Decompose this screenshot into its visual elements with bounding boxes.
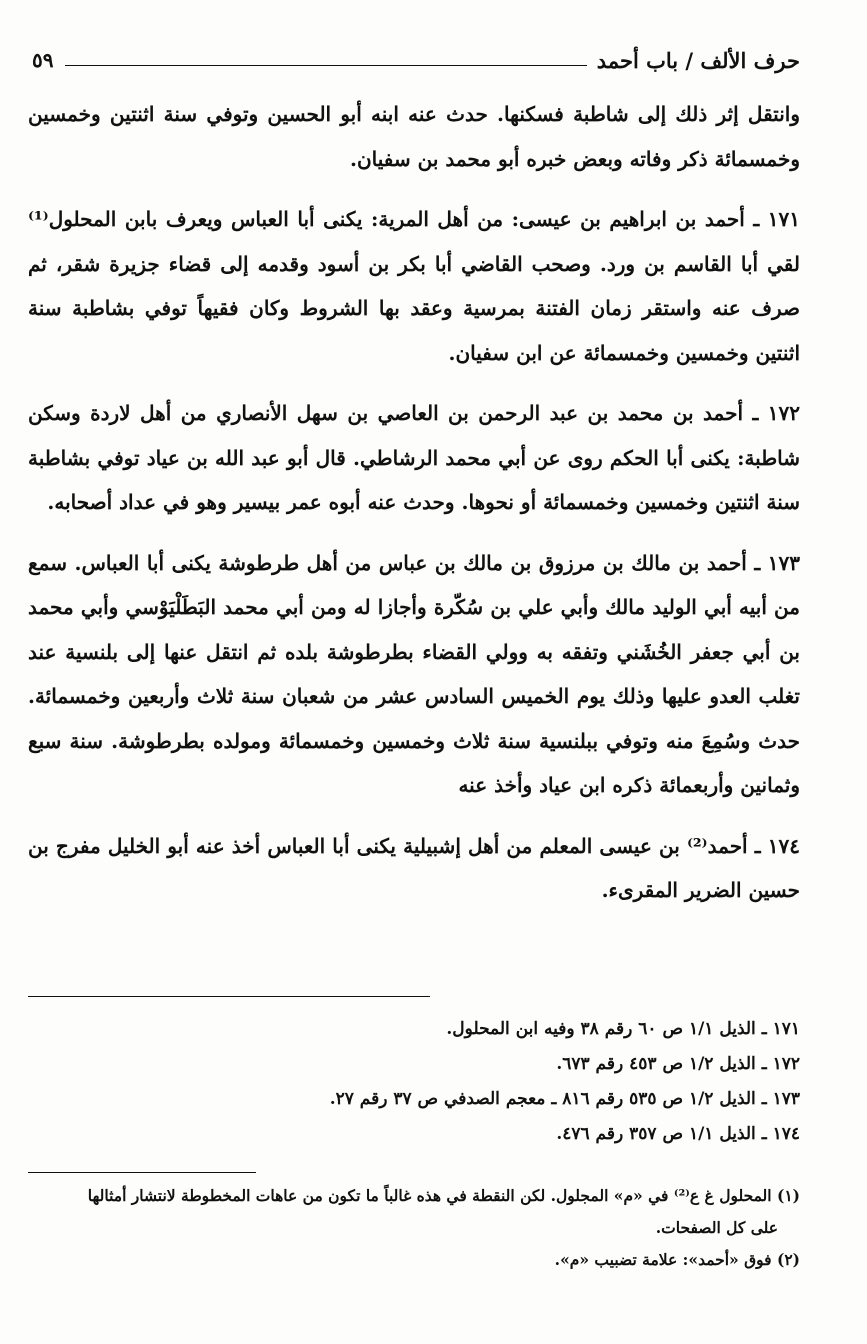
footnote-1-continued: على كل الصفحات.: [655, 1218, 778, 1237]
header-rule: [65, 65, 586, 66]
reference-171: ١٧١ ـ الذيل ١/١ ص ٦٠ رقم ٣٨ وفيه ابن المحلول.: [446, 1019, 800, 1039]
running-header: [28, 40, 800, 80]
paragraph-continuation: وانتقل إثر ذلك إلى شاطبة فسكنها. حدث عنه ابنه أبو الحسين وتوفي سنة اثنتين وخمسين وخمسمائة ذكر وفاته وبعض خبره أبو محمد بن سفيان.: [28, 102, 800, 171]
running-title: حرف الألف / باب أحمد: [596, 47, 800, 73]
references-divider: [28, 996, 430, 997]
footnotes: [28, 1180, 800, 1276]
reference-172: ١٧٢ ـ الذيل ١/٢ ص ٤٥٣ رقم ٦٧٣.: [556, 1054, 800, 1074]
entry-171: ١٧١ ـ أحمد بن ابراهيم بن عيسى: من أهل المرية: يكنى أبا العباس ويعرف بابن المحلول⁽¹⁾ لقي أبا القاسم بن ورد. وصحب القاضي أبا بكر بن أسود وقدمه إلى قضاء جزيرة شقر، ثم صرف عنه واستقر زمان الفتنة بمرسية وعقد بها الشروط وكان فقيهاً توفي بشاطبة سنة اثنتين وخمسين وخمسمائة عن ابن سفيان.: [28, 207, 800, 365]
references-list: [28, 1012, 800, 1152]
document-page: [28, 40, 800, 1330]
reference-174: ١٧٤ ـ الذيل ١/١ ص ٣٥٧ رقم ٤٧٦.: [556, 1124, 800, 1144]
footnote-1: (١) المحلول غ ع⁽²⁾ في «م» المجلول. لكن النقطة في هذه غالباً ما تكون من عاهات المخطوطة لانتشار أمثالها: [87, 1186, 800, 1205]
reference-173: ١٧٣ ـ الذيل ١/٢ ص ٥٣٥ رقم ٨١٦ ـ معجم الصدفي ص ٣٧ رقم ٢٧.: [329, 1089, 800, 1109]
page-number: ٥٩: [32, 48, 54, 72]
main-text: [28, 92, 800, 913]
entry-174: ١٧٤ ـ أحمد⁽²⁾ بن عيسى المعلم من أهل إشبيلية يكنى أبا العباس أخذ عنه أبو الخليل مفرج بن حسين الضرير المقرىء.: [28, 833, 800, 902]
footnotes-divider: [28, 1172, 256, 1173]
entry-172: ١٧٢ ـ أحمد بن محمد بن عبد الرحمن بن العاصي بن سهل الأنصاري من أهل لاردة وسكن شاطبة: يكنى أبا الحكم روى عن أبي محمد الرشاطي. قال أبو عبد الله بن عياد توفي بشاطبة سنة اثنتين وخمسين وخمسمائة أو نحوها. وحدث عنه أبوه عمر بيسير وهو في عداد أصحابه.: [28, 401, 800, 514]
footnote-2: (٢) فوق «أحمد»: علامة تضبيب «م».: [554, 1250, 800, 1269]
entry-173: ١٧٣ ـ أحمد بن مالك بن مرزوق بن مالك بن عباس من أهل طرطوشة يكنى أبا العباس. سمع من أبيه أبي الوليد مالك وأبي علي بن سُكّرة وأجازا له ومن أبي محمد البَطَلْيَوْسي وأبي محمد بن أبي جعفر الخُشَني وتفقه به وولي القضاء بطرطوشة بلده ثم انتقل عنها إلى بلنسية عند تغلب العدو عليها وذلك يوم الخميس السادس عشر من شعبان سنة ثلاث وأربعين وخمسمائة. حدث وسُمِعَ منه وتوفي ببلنسية سنة ثلاث وخمسين وخمسمائة ومولده بطرطوشة. سنة سبع وثمانين وأربعمائة ذكره ابن عياد وأخذ عنه: [28, 550, 801, 797]
